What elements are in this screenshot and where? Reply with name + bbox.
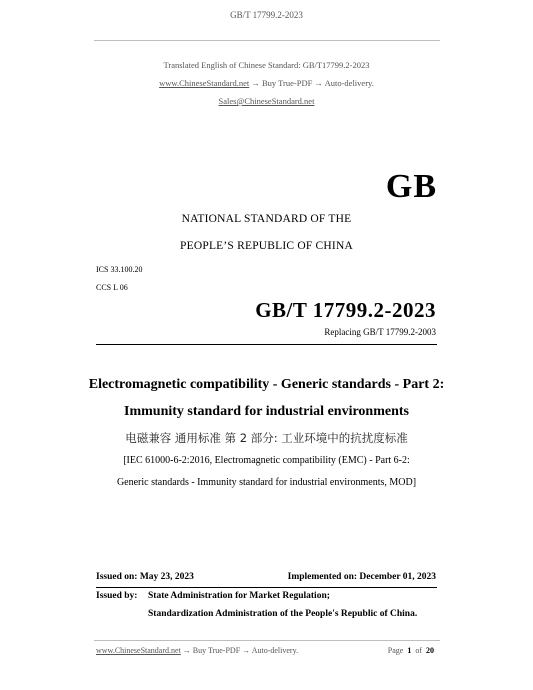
footer-divider: [94, 640, 440, 641]
ics-code: ICS 33.100.20: [96, 265, 143, 274]
translation-note: Translated English of Chinese Standard: GB/T17799.2-2023: [163, 60, 370, 70]
site-link[interactable]: www.ChineseStandard.net: [159, 78, 250, 88]
dates-divider: [96, 587, 437, 588]
issued-on-date: Issued on: May 23, 2023: [96, 572, 194, 582]
title-chinese: 电磁兼容 通用标准 第 2 部分: 工业环境中的抗扰度标准: [125, 431, 408, 445]
page-indicator: [388, 646, 434, 655]
page-number: 1: [407, 646, 412, 655]
standard-code: GB/T 17799.2-2023: [255, 298, 436, 322]
header-divider: [94, 40, 440, 41]
footer-purchase-line: [96, 646, 298, 655]
email-link[interactable]: Sales@ChineseStandard.net: [218, 96, 315, 106]
buy-text: → Buy True-PDF → Auto-delivery.: [251, 78, 374, 88]
title-divider: [96, 344, 437, 345]
iec-reference-line1: [IEC 61000-6-2:2016, Electromagnetic compatibility (EMC) - Part 6-2:: [123, 455, 410, 466]
of-label: of: [415, 646, 422, 655]
ccs-code: CCS L 06: [96, 283, 128, 292]
page-label: Page: [387, 646, 404, 655]
title-line2: Immunity standard for industrial environments: [124, 404, 409, 419]
issued-by-label: Issued by:: [96, 591, 138, 601]
issuer-1: State Administration for Market Regulation;: [148, 591, 330, 601]
title-line1: Electromagnetic compatibility - Generic standards - Part 2:: [88, 377, 445, 392]
page-total: 20: [426, 646, 434, 655]
purchase-line: [0, 78, 533, 88]
email-row: [0, 96, 533, 106]
footer-site-link[interactable]: www.ChineseStandard.net: [96, 646, 181, 655]
national-standard-line1: NATIONAL STANDARD OF THE: [181, 213, 352, 225]
issuer-2: Standardization Administration of the People's Republic of China.: [148, 609, 418, 619]
footer-buy-text: → Buy True-PDF → Auto-delivery.: [182, 646, 299, 655]
national-standard-line2: PEOPLE’S REPUBLIC OF CHINA: [180, 240, 353, 252]
gb-mark: GB: [385, 168, 437, 205]
implemented-on-date: Implemented on: December 01, 2023: [287, 572, 436, 582]
iec-reference-line2: Generic standards - Immunity standard for industrial environments, MOD]: [116, 477, 417, 488]
replacing-note: Replacing GB/T 17799.2-2003: [324, 327, 436, 337]
running-header-code: GB/T 17799.2-2023: [230, 10, 303, 20]
